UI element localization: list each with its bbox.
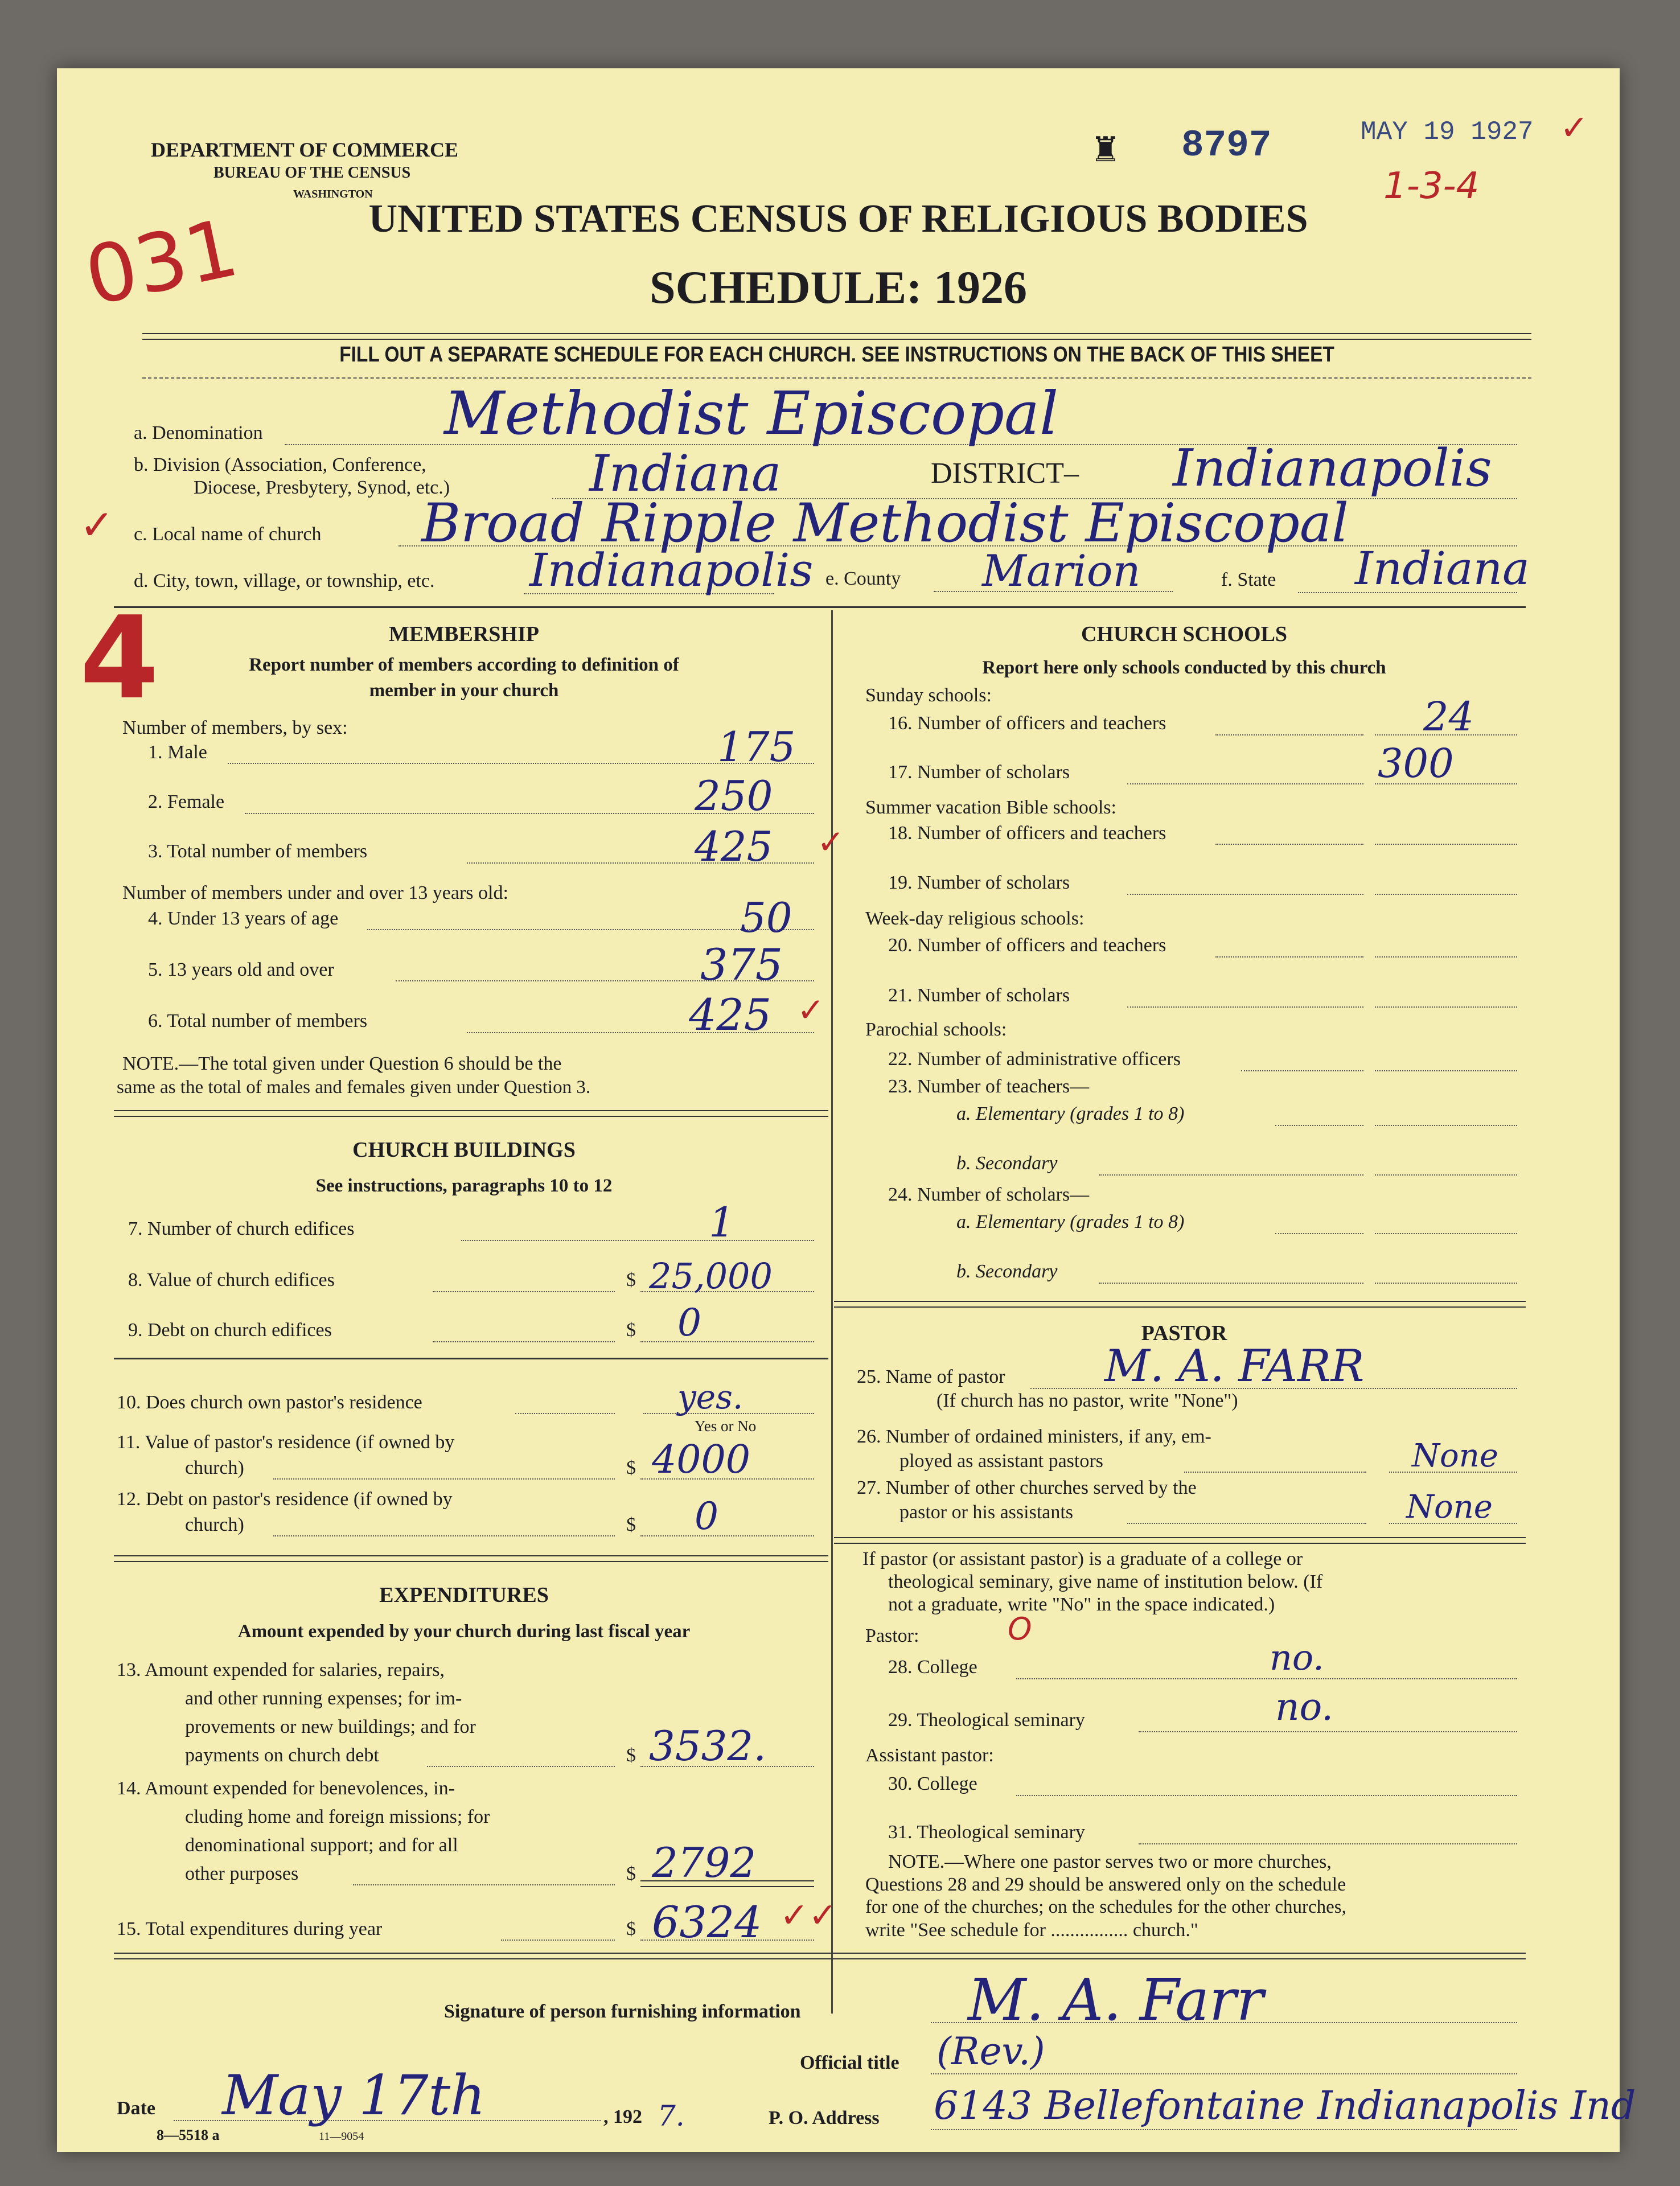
q4-value[interactable]: 50 xyxy=(740,894,792,942)
official-title-label: Official title xyxy=(800,2052,899,2073)
q20-label: 20. Number of officers and teachers xyxy=(888,935,1166,956)
q29-value[interactable]: no. xyxy=(1275,1685,1334,1729)
pastor-note-1: NOTE.—Where one pastor serves two or more churches, xyxy=(888,1851,1332,1872)
q11-label-2: church) xyxy=(185,1457,244,1478)
q26-line xyxy=(1184,1472,1366,1473)
q14-line-3: denominational support; and for all xyxy=(185,1835,458,1856)
buildings-sub: See instructions, paragraphs 10 to 12 xyxy=(315,1176,613,1196)
buildings-rule xyxy=(114,1555,828,1562)
membership-rule xyxy=(114,1110,828,1117)
department-label: DEPARTMENT OF COMMERCE xyxy=(151,138,459,161)
q5-value[interactable]: 375 xyxy=(700,939,783,990)
q15-check-icon: ✓✓ xyxy=(780,1896,837,1936)
q22-line xyxy=(1241,1070,1363,1071)
grad-text-3: not a graduate, write "No" in the space indicated.) xyxy=(888,1594,1275,1615)
q28-value[interactable]: no. xyxy=(1270,1637,1324,1678)
q23b-label: b. Secondary xyxy=(956,1153,1058,1174)
q19-value-line xyxy=(1375,894,1517,895)
q7-line xyxy=(461,1240,814,1241)
q1-label: 1. Male xyxy=(148,742,207,763)
q3-check-icon: ✓ xyxy=(817,823,845,861)
q26-value[interactable]: None xyxy=(1412,1437,1498,1474)
q21-label: 21. Number of scholars xyxy=(888,985,1070,1006)
date-value[interactable]: May 17th xyxy=(222,2064,486,2127)
membership-heading: MEMBERSHIP xyxy=(389,622,539,646)
q12-value[interactable]: 0 xyxy=(695,1494,718,1538)
q10-line xyxy=(515,1413,615,1414)
q28-line xyxy=(1016,1678,1517,1679)
assistant-pastor-label: Assistant pastor: xyxy=(865,1745,994,1766)
q23b-value-line xyxy=(1375,1174,1517,1176)
q15-label: 15. Total expenditures during year xyxy=(117,1918,383,1940)
q30-line xyxy=(1016,1795,1517,1796)
q13-line-4: payments on church debt xyxy=(185,1745,379,1766)
q22-value-line xyxy=(1375,1070,1517,1071)
q13-line-3: provements or new buildings; and for xyxy=(185,1716,476,1737)
q24b-label: b. Secondary xyxy=(956,1261,1058,1282)
q16-value[interactable]: 24 xyxy=(1423,693,1474,740)
pastor-sub-label: Pastor: xyxy=(865,1625,919,1646)
sunday-label: Sunday schools: xyxy=(865,685,992,706)
q14-value[interactable]: 2792 xyxy=(652,1839,757,1887)
q23a-line xyxy=(1275,1125,1363,1126)
margin-annotation-top: 031 xyxy=(77,202,246,324)
division-label-1: b. Division (Association, Conference, xyxy=(134,454,426,475)
q12-label-1: 12. Debt on pastor's residence (if owned by xyxy=(117,1489,453,1510)
po-address-label: P. O. Address xyxy=(769,2107,880,2129)
q15-value[interactable]: 6324 xyxy=(652,1897,762,1947)
bureau-label: BUREAU OF THE CENSUS xyxy=(213,164,411,182)
q7-label: 7. Number of church edifices xyxy=(128,1218,355,1239)
buildings-mid-rule xyxy=(114,1358,828,1359)
church-name-value[interactable]: Broad Ripple Methodist Episcopal xyxy=(421,492,1349,554)
pastor-note-2: Questions 28 and 29 should be answered only on the schedule xyxy=(865,1874,1346,1895)
membership-note-2: same as the total of males and females given under Question 3. xyxy=(117,1077,591,1098)
q8-dollar: $ xyxy=(626,1269,636,1291)
state-label: f. State xyxy=(1221,569,1276,590)
instructions-banner: FILL OUT A SEPARATE SCHEDULE FOR EACH CHURCH. SEE INSTRUCTIONS ON THE BACK OF THIS SHEET xyxy=(339,343,1334,367)
q29-line xyxy=(1139,1731,1517,1732)
q24a-value-line xyxy=(1375,1233,1517,1234)
q6-value[interactable]: 425 xyxy=(689,989,772,1040)
q24-label: 24. Number of scholars— xyxy=(888,1184,1090,1205)
q9-value-line xyxy=(640,1341,814,1342)
margin-annotation-mid: 4 xyxy=(80,592,159,725)
official-title-line xyxy=(931,2073,1517,2074)
q14-line-2: cluding home and foreign missions; for xyxy=(185,1806,490,1827)
q14-line-1: 14. Amount expended for benevolences, in- xyxy=(117,1778,455,1799)
q23b-line xyxy=(1099,1174,1363,1176)
census-schedule-sheet xyxy=(57,68,1636,2152)
column-divider xyxy=(831,610,833,2014)
parochial-label: Parochial schools: xyxy=(865,1019,1007,1040)
q26-label-2: ployed as assistant pastors xyxy=(899,1451,1103,1472)
q31-label: 31. Theological seminary xyxy=(888,1822,1085,1843)
hand-stamp-icon: ♜ xyxy=(1090,131,1121,169)
print-number: 11—9054 xyxy=(319,2130,364,2143)
q17-value[interactable]: 300 xyxy=(1378,740,1454,787)
q27-label-2: pastor or his assistants xyxy=(899,1502,1074,1523)
pastor-note-4: write "See schedule for ................ church." xyxy=(865,1920,1198,1941)
q15-line xyxy=(501,1940,615,1941)
po-address-value[interactable]: 6143 Bellefontaine Indianapolis Ind xyxy=(934,2084,1636,2129)
q25-note: (If church has no pastor, write "None") xyxy=(936,1390,1238,1411)
section-rule-top xyxy=(114,606,1526,608)
q23-label: 23. Number of teachers— xyxy=(888,1076,1090,1097)
po-address-line xyxy=(931,2129,1517,2130)
q19-line xyxy=(1127,894,1363,895)
schools-heading: CHURCH SCHOOLS xyxy=(1081,622,1288,646)
q16-label: 16. Number of officers and teachers xyxy=(888,713,1166,734)
q12-dollar: $ xyxy=(626,1514,636,1535)
q8-label: 8. Value of church edifices xyxy=(128,1269,335,1291)
q9-value[interactable]: 0 xyxy=(677,1301,701,1345)
q30-label: 30. College xyxy=(888,1773,977,1794)
signature-value[interactable]: M. A. Farr xyxy=(968,1967,1264,2033)
code-annotation: 1-3-4 xyxy=(1383,165,1480,207)
q14-line xyxy=(353,1884,615,1885)
q27-label-1: 27. Number of other churches served by the xyxy=(857,1477,1197,1498)
form-number: 8—5518 a xyxy=(157,2127,220,2143)
membership-sub-1: Report number of members according to definition of xyxy=(249,655,679,675)
q11-line xyxy=(273,1478,615,1480)
q11-dollar: $ xyxy=(626,1457,636,1478)
age-label: Number of members under and over 13 years old: xyxy=(122,882,508,903)
q13-line-1: 13. Amount expended for salaries, repairs, xyxy=(117,1659,445,1680)
q2-label: 2. Female xyxy=(148,791,225,812)
stamp-date: MAY 19 1927 xyxy=(1361,117,1534,147)
q25-label: 25. Name of pastor xyxy=(857,1366,1005,1387)
q16-line xyxy=(1215,734,1363,735)
form-subtitle: SCHEDULE: 1926 xyxy=(650,261,1027,313)
q8-line xyxy=(433,1291,615,1292)
q24a-label: a. Elementary (grades 1 to 8) xyxy=(956,1211,1185,1232)
expenditures-heading: EXPENDITURES xyxy=(379,1583,549,1607)
division-label-2: Diocese, Presbytery, Synod, etc.) xyxy=(194,477,450,498)
q14-dollar: $ xyxy=(626,1863,636,1884)
district-value[interactable]: Indianapolis xyxy=(1173,438,1492,498)
q9-line xyxy=(433,1341,615,1342)
q20-line xyxy=(1215,956,1363,958)
denomination-value[interactable]: Methodist Episcopal xyxy=(444,379,1059,448)
weekday-label: Week-day religious schools: xyxy=(865,908,1085,929)
q25-value[interactable]: M. A. FARR xyxy=(1104,1341,1365,1392)
q1-value[interactable]: 175 xyxy=(717,723,796,771)
q3-label: 3. Total number of members xyxy=(148,841,368,862)
q21-line xyxy=(1127,1006,1363,1008)
q18-label: 18. Number of officers and teachers xyxy=(888,823,1166,844)
q13-line xyxy=(427,1766,615,1767)
form-title: UNITED STATES CENSUS OF RELIGIOUS BODIES xyxy=(368,197,1308,241)
q19-label: 19. Number of scholars xyxy=(888,872,1070,893)
schools-rule xyxy=(834,1301,1526,1308)
year-digit[interactable]: 7. xyxy=(658,2099,685,2132)
q6-check-icon: ✓ xyxy=(797,991,825,1029)
q18-value-line xyxy=(1375,844,1517,845)
q17-line xyxy=(1127,783,1363,784)
margin-check-icon: ✓ xyxy=(80,501,114,549)
q23a-value-line xyxy=(1375,1125,1517,1126)
summer-label: Summer vacation Bible schools: xyxy=(865,797,1116,818)
year-prefix: , 192 xyxy=(603,2106,642,2127)
header-rule xyxy=(142,333,1531,340)
q22-label: 22. Number of administrative officers xyxy=(888,1049,1181,1070)
q9-dollar: $ xyxy=(626,1320,636,1341)
schools-sub: Report here only schools conducted by this church xyxy=(982,658,1386,678)
q11-value[interactable]: 4000 xyxy=(652,1437,751,1482)
q12-line xyxy=(273,1535,615,1536)
q20-value-line xyxy=(1375,956,1517,958)
buildings-heading: CHURCH BUILDINGS xyxy=(352,1138,576,1162)
grad-text-2: theological seminary, give name of institution below. (If xyxy=(888,1571,1323,1592)
date-label: Date xyxy=(117,2098,155,2119)
q10-label: 10. Does church own pastor's residence xyxy=(117,1392,422,1413)
county-value[interactable]: Marion xyxy=(982,545,1141,596)
stamp-number: 8797 xyxy=(1181,124,1272,167)
q27-line xyxy=(1127,1523,1366,1524)
q2-value[interactable]: 250 xyxy=(695,772,773,820)
church-name-label: c. Local name of church xyxy=(134,524,322,545)
pastor-mid-rule xyxy=(834,1537,1526,1544)
q6-label: 6. Total number of members xyxy=(148,1010,368,1032)
q18-line xyxy=(1215,844,1363,845)
membership-note-1: NOTE.—The total given under Question 6 should be the xyxy=(122,1053,562,1074)
pastor-heading: PASTOR xyxy=(1141,1321,1227,1345)
q12-value-line xyxy=(640,1535,814,1536)
q21-value-line xyxy=(1375,1006,1517,1008)
q26-label-1: 26. Number of ordained ministers, if any, em- xyxy=(857,1426,1211,1447)
q29-label: 29. Theological seminary xyxy=(888,1710,1085,1731)
yes-no-hint: Yes or No xyxy=(695,1417,757,1435)
state-value[interactable]: Indiana xyxy=(1355,542,1530,595)
q11-label-1: 11. Value of pastor's residence (if owned by xyxy=(117,1432,455,1453)
pastor-note-3: for one of the churches; on the schedules for the other churches, xyxy=(865,1897,1346,1917)
q14-line-4: other purposes xyxy=(185,1863,299,1884)
q28-label: 28. College xyxy=(888,1657,977,1678)
q10-value[interactable]: yes. xyxy=(677,1378,744,1416)
expenditures-sub: Amount expended by your church during last fiscal year xyxy=(237,1621,691,1642)
membership-sub-2: member in your church xyxy=(369,680,559,701)
footer-rule xyxy=(114,1953,1526,1959)
pastor-circle-mark: O xyxy=(1008,1611,1032,1647)
q27-value[interactable]: None xyxy=(1406,1489,1493,1526)
check-mark-icon: ✓ xyxy=(1560,108,1589,148)
city-label-field: d. City, town, village, or township, etc. xyxy=(134,570,435,591)
q24b-line xyxy=(1099,1283,1363,1284)
members-by-sex-label: Number of members, by sex: xyxy=(122,717,348,738)
q13-line-2: and other running expenses; for im- xyxy=(185,1688,462,1709)
q13-dollar: $ xyxy=(626,1745,636,1766)
city-label: WASHINGTON xyxy=(293,188,373,200)
q15-dollar: $ xyxy=(626,1918,636,1940)
q23a-label: a. Elementary (grades 1 to 8) xyxy=(956,1103,1185,1124)
denomination-label: a. Denomination xyxy=(134,422,263,443)
official-title-value[interactable]: (Rev.) xyxy=(936,2029,1045,2073)
q8-value[interactable]: 25,000 xyxy=(649,1255,773,1297)
city-value[interactable]: Indianapolis xyxy=(529,544,814,597)
q24b-value-line xyxy=(1375,1283,1517,1284)
q12-label-2: church) xyxy=(185,1514,244,1535)
q3-value[interactable]: 425 xyxy=(695,823,773,870)
q7-value[interactable]: 1 xyxy=(709,1198,735,1246)
q4-label: 4. Under 13 years of age xyxy=(148,908,339,929)
district-label: DISTRICT– xyxy=(931,457,1079,490)
q17-label: 17. Number of scholars xyxy=(888,762,1070,783)
grad-text-1: If pastor (or assistant pastor) is a graduate of a college or xyxy=(862,1548,1303,1569)
q31-line xyxy=(1139,1843,1517,1844)
division-value[interactable]: Indiana xyxy=(589,444,782,503)
q24a-line xyxy=(1275,1233,1363,1234)
signature-label: Signature of person furnishing information xyxy=(444,2001,801,2022)
q9-label: 9. Debt on church edifices xyxy=(128,1320,332,1341)
county-label: e. County xyxy=(825,568,901,589)
q5-label: 5. 13 years old and over xyxy=(148,959,334,980)
q13-value[interactable]: 3532. xyxy=(649,1722,767,1770)
